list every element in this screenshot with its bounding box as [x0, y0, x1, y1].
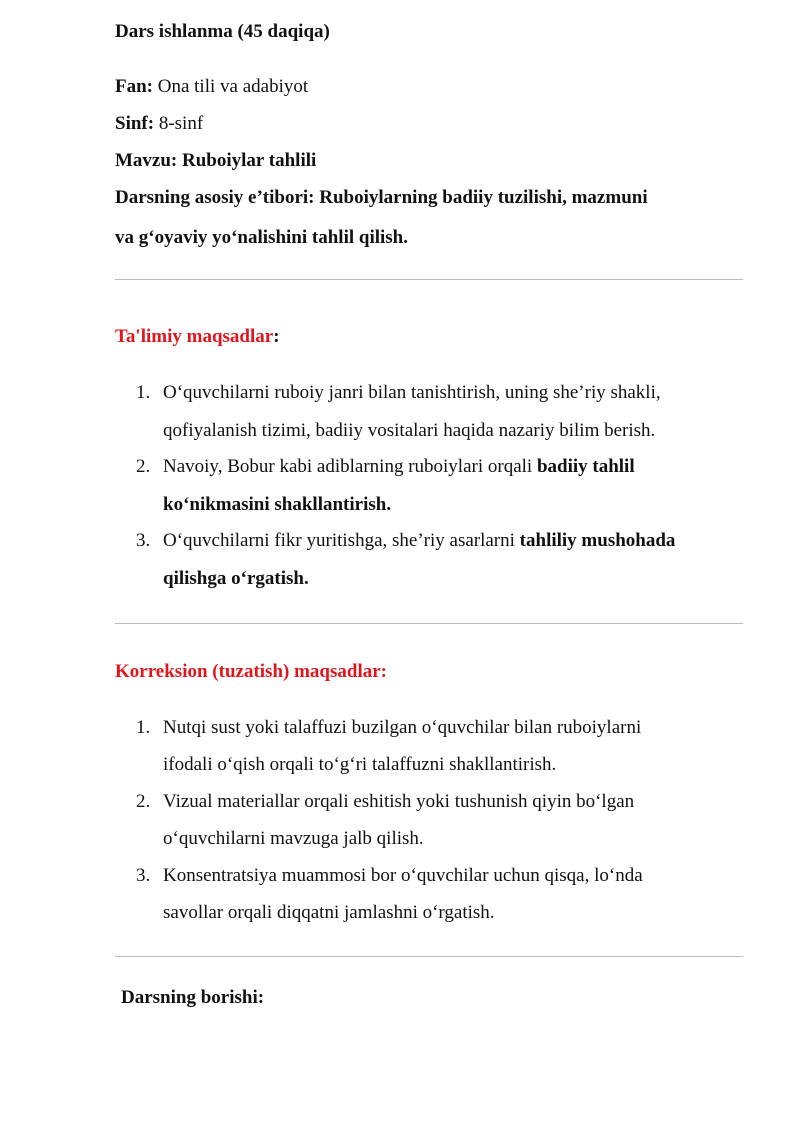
educational-item-3-emphasis: tahliliy mushohada: [519, 530, 676, 551]
correction-item-2-line-1: Vizual materiallar orqali eshitish yoki tushunish qiyin bo‘lgan: [163, 791, 635, 812]
correction-item-2-number: 2.: [136, 791, 151, 812]
educational-item-3-line-1: [163, 529, 675, 553]
educational-item-2-emphasis: badiiy tahlil: [536, 456, 635, 477]
educational-item-2-text: Navoiy, Bobur kabi adiblarning ruboiylari orqali: [163, 456, 537, 477]
focus-line-2: va g‘oyaviy yo‘nalishini tahlil qilish.: [115, 227, 408, 248]
grade-label: Sinf:: [115, 113, 155, 134]
procedure-heading: Darsning borishi:: [121, 987, 265, 1008]
correction-item-1-number: 1.: [136, 717, 151, 738]
educational-item-3-text: O‘quvchilarni fikr yuritishga, she’riy asarlarni: [163, 530, 520, 551]
topic-label: Mavzu:: [115, 150, 178, 171]
educational-item-2-line-2: ko‘nikmasini shakllantirish.: [163, 494, 392, 515]
correction-item-3-line-2: savollar orqali diqqatni jamlashni o‘rgatish.: [163, 902, 495, 923]
educational-item-1-line-1: O‘quvchilarni ruboiy janri bilan tanishtirish, uning she’riy shakli,: [163, 382, 661, 403]
topic-line: [115, 149, 316, 173]
correction-heading: Korreksion (tuzatish) maqsadlar:: [115, 661, 387, 682]
document-title: Dars ishlanma (45 daqiqa): [115, 21, 330, 42]
subject-line: [115, 75, 308, 99]
grade-line: [115, 112, 203, 136]
correction-item-1-line-2: ifodali o‘qish orqali to‘g‘ri talaffuzni shakllantirish.: [163, 754, 557, 775]
topic-value: Ruboiylar tahlili: [182, 150, 317, 171]
divider: [115, 279, 743, 280]
correction-item-3-line-1: Konsentratsiya muammosi bor o‘quvchilar uchun qisqa, lo‘nda: [163, 865, 643, 886]
educational-heading-text: Ta'limiy maqsadlar: [115, 326, 274, 347]
educational-item-2-line-1: [163, 455, 635, 479]
divider: [115, 623, 743, 624]
educational-item-3-number: 3.: [136, 530, 151, 551]
educational-item-1-number: 1.: [136, 382, 151, 403]
focus-value-1: Ruboiylarning badiiy tuzilishi, mazmuni: [319, 187, 648, 208]
subject-label: Fan:: [115, 76, 153, 97]
correction-item-1-line-1: Nutqi sust yoki talaffuzi buzilgan o‘quvchilar bilan ruboiylarni: [163, 717, 642, 738]
educational-item-3-line-2: qilishga o‘rgatish.: [163, 568, 309, 589]
correction-item-2-line-2: o‘quvchilarni mavzuga jalb qilish.: [163, 828, 424, 849]
focus-label: Darsning asosiy e’tibori:: [115, 187, 315, 208]
correction-item-3-number: 3.: [136, 865, 151, 886]
educational-item-1-line-2: qofiyalanish tizimi, badiiy vositalari haqida nazariy bilim berish.: [163, 420, 656, 441]
subject-value: Ona tili va adabiyot: [157, 76, 309, 97]
educational-item-2-number: 2.: [136, 456, 151, 477]
grade-value: 8-sinf: [158, 113, 204, 134]
educational-heading-colon: :: [273, 326, 280, 347]
focus-line-1: [115, 186, 648, 210]
divider: [115, 956, 743, 957]
educational-heading: [115, 325, 280, 349]
